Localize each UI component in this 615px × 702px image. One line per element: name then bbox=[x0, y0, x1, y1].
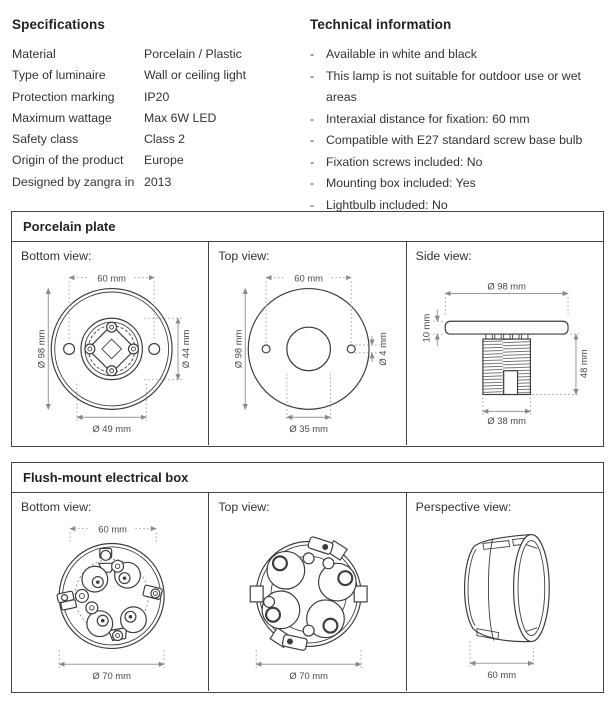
porcelain-plate-views bbox=[12, 242, 603, 445]
spec-label: Safety class bbox=[12, 132, 79, 147]
technical-information-section bbox=[310, 17, 610, 216]
flush-bottom-view-drawing bbox=[12, 493, 208, 691]
dim-height-48mm bbox=[532, 334, 588, 394]
dim-label-left: 10 mm bbox=[420, 313, 432, 343]
dim-depth-60mm bbox=[470, 642, 533, 681]
bullet-dash: - bbox=[310, 68, 315, 83]
dim-label-bottom: Ø 49 mm bbox=[92, 423, 131, 435]
plate-profile bbox=[445, 321, 568, 334]
tech-item bbox=[310, 173, 610, 195]
spec-label: Origin of the product bbox=[12, 153, 124, 168]
flush-perspective-view-cell bbox=[407, 493, 603, 691]
specifications-section bbox=[12, 17, 300, 193]
fixation-hole-right bbox=[149, 344, 160, 355]
spec-row bbox=[12, 172, 300, 193]
flush-top-view-drawing bbox=[209, 493, 405, 691]
dim-diameter-98mm bbox=[445, 281, 568, 318]
spec-row bbox=[12, 65, 300, 86]
tech-item-text: Mounting box included: Yes bbox=[326, 176, 476, 190]
bullet-dash: - bbox=[310, 47, 315, 61]
dim-label-bottom: Ø 38 mm bbox=[486, 415, 526, 427]
bullet-dash: - bbox=[310, 111, 315, 126]
dim-label-top: 60 mm bbox=[97, 272, 127, 284]
tech-item bbox=[310, 152, 610, 174]
porcelain-plate-panel-title: Porcelain plate bbox=[12, 212, 603, 242]
dim-label-top: Ø 98 mm bbox=[486, 280, 526, 292]
bullet-dash: - bbox=[310, 154, 315, 169]
spec-label: Maximum wattage bbox=[12, 110, 112, 125]
collar-teeth bbox=[486, 334, 528, 339]
spec-value: Wall or ceiling light bbox=[144, 68, 247, 83]
spec-value: IP20 bbox=[144, 89, 170, 104]
tech-item-text: This lamp is not suitable for outdoor use or wet areas bbox=[326, 68, 581, 104]
dim-label-left: Ø 98 mm bbox=[35, 329, 47, 369]
spec-row bbox=[12, 150, 300, 171]
dim-label-bottom: 60 mm bbox=[487, 669, 516, 681]
tech-item-text: Lightbulb included: No bbox=[326, 197, 448, 212]
spec-label: Designed by zangra in bbox=[12, 174, 135, 189]
flush-perspective-view-drawing bbox=[407, 493, 603, 691]
dim-diameter-70mm bbox=[257, 650, 362, 681]
tech-item-text: Available in white and black bbox=[326, 47, 477, 61]
spec-value: 2013 bbox=[144, 174, 172, 189]
specifications-title: Specifications bbox=[12, 17, 105, 32]
view-label: Bottom view: bbox=[21, 500, 92, 514]
flush-bottom-view-cell bbox=[12, 493, 209, 691]
spec-value: Europe bbox=[144, 153, 184, 168]
tech-item-text: Fixation screws included: No bbox=[326, 154, 483, 169]
porcelain-bottom-view-cell bbox=[12, 242, 209, 445]
tech-item-text: Interaxial distance for fixation: 60 mm bbox=[326, 111, 530, 126]
flush-mount-views bbox=[12, 493, 603, 691]
threaded-body bbox=[483, 339, 531, 394]
dim-label-top: 60 mm bbox=[98, 523, 127, 535]
dim-label-right: Ø 44 mm bbox=[179, 329, 191, 369]
spec-row bbox=[12, 44, 300, 65]
view-label: Perspective view: bbox=[415, 500, 512, 514]
spec-label: Material bbox=[12, 47, 56, 61]
fixation-hole-left bbox=[262, 345, 270, 353]
flush-mount-panel-title: Flush-mount electrical box bbox=[12, 463, 603, 493]
spec-row bbox=[12, 129, 300, 150]
spec-label: Type of luminaire bbox=[12, 68, 106, 83]
dim-label-top: 60 mm bbox=[294, 272, 324, 284]
specifications-table bbox=[12, 44, 300, 193]
box-opening bbox=[513, 535, 549, 642]
dim-label-bottom: Ø 70 mm bbox=[92, 670, 131, 682]
tech-item-text: Compatible with E27 standard screw base bulb bbox=[326, 133, 583, 147]
spec-value: Max 6W LED bbox=[144, 110, 217, 125]
dim-height-10mm bbox=[420, 309, 443, 346]
porcelain-bottom-view-drawing bbox=[12, 242, 208, 445]
porcelain-top-view-drawing bbox=[209, 242, 405, 445]
dim-diameter-70mm bbox=[59, 650, 164, 681]
dim-label-bottom: Ø 35 mm bbox=[289, 423, 329, 435]
dim-interaxial-60mm bbox=[70, 524, 156, 545]
dim-label-right: Ø 4 mm bbox=[377, 332, 389, 366]
dim-diameter-38mm bbox=[483, 397, 531, 426]
spec-row bbox=[12, 108, 300, 129]
bullet-dash: - bbox=[310, 176, 315, 190]
fixation-hole-right bbox=[348, 345, 356, 353]
flush-top-view-cell bbox=[209, 493, 406, 691]
porcelain-side-view-cell bbox=[407, 242, 603, 445]
tech-item bbox=[310, 44, 610, 66]
technical-information-title: Technical information bbox=[310, 17, 452, 32]
center-opening bbox=[287, 327, 331, 371]
porcelain-plate-panel bbox=[11, 211, 604, 447]
lamp-socket bbox=[81, 318, 142, 379]
porcelain-side-view-drawing bbox=[407, 242, 603, 445]
view-label: Side view: bbox=[415, 249, 472, 263]
view-label: Top view: bbox=[218, 249, 270, 263]
fixation-hole-left bbox=[64, 344, 75, 355]
bullet-dash: - bbox=[310, 197, 315, 212]
dim-label-bottom: Ø 70 mm bbox=[289, 670, 329, 682]
porcelain-top-view-cell bbox=[209, 242, 406, 445]
view-label: Bottom view: bbox=[21, 249, 92, 263]
dim-diameter-98mm bbox=[35, 289, 48, 410]
tech-item bbox=[310, 66, 610, 109]
dim-label-left: Ø 98 mm bbox=[232, 329, 244, 369]
flush-mount-box-panel bbox=[11, 462, 604, 693]
spec-value: Class 2 bbox=[144, 132, 186, 147]
technical-information-list bbox=[310, 44, 610, 216]
tech-item bbox=[310, 109, 610, 131]
spec-row bbox=[12, 87, 300, 108]
view-label: Top view: bbox=[218, 500, 270, 514]
dim-diameter-98mm bbox=[233, 289, 246, 410]
dim-label-right: 48 mm bbox=[577, 349, 589, 379]
spec-label: Protection marking bbox=[12, 89, 115, 104]
tech-item bbox=[310, 130, 610, 152]
bullet-dash: - bbox=[310, 133, 315, 147]
spec-value: Porcelain / Plastic bbox=[144, 47, 242, 61]
